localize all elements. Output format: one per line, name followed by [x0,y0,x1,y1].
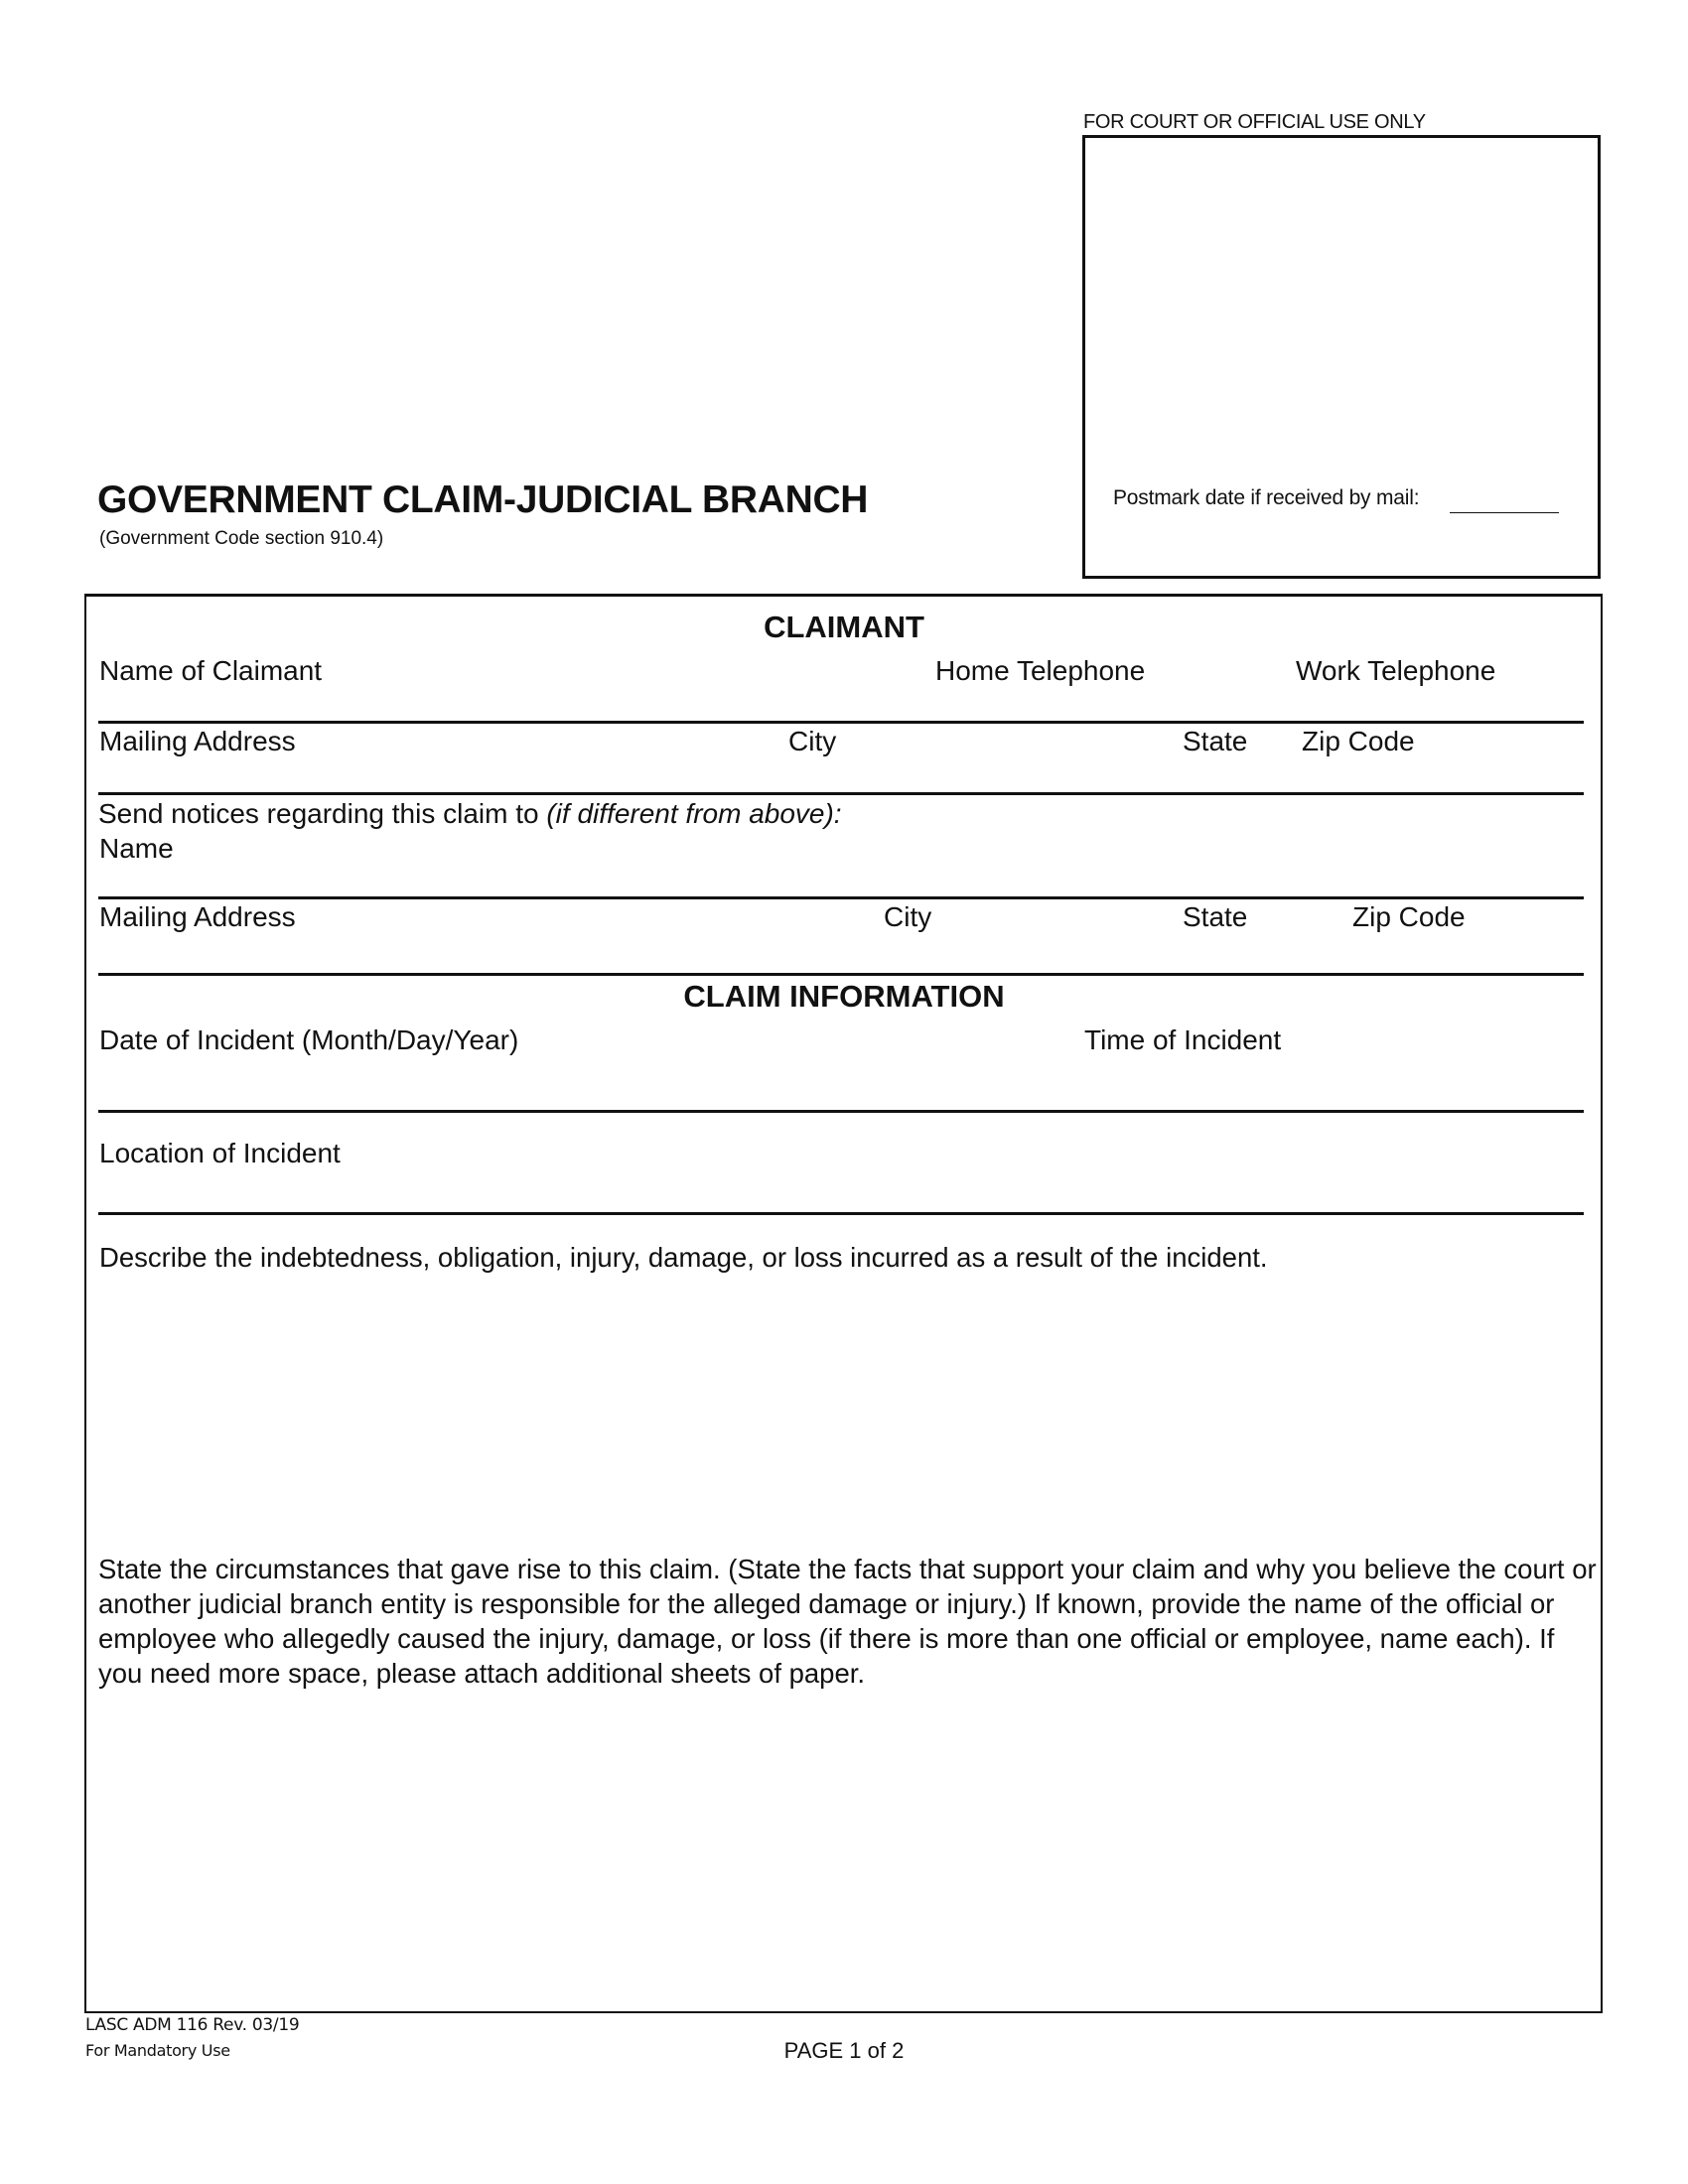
claimant-heading: CLAIMANT [764,610,924,644]
send-notices-label [98,798,842,830]
notices-name-label: Name [99,833,174,864]
time-of-incident-label: Time of Incident [1084,1024,1282,1055]
notices-name-field-line[interactable] [98,896,1584,899]
city-label: City [788,726,837,756]
notices-city-label: City [884,901,932,932]
circumstances-instructions: State the circumstances that gave rise to this claim. (State the facts that support your claim and why you believe the court or another judicial branch entity is responsible for the alleged damage or injury.) If known, provide the name of the official or employee who allegedly caused the injury, damage, or loss (if there is more than one official or employee, name each). If you need more space, please attach additional sheets of paper. [98,1554,1597,1689]
form-subtitle: (Government Code section 910.4) [99,528,384,549]
zip-code-label: Zip Code [1302,726,1415,756]
form-code: LASC ADM 116 Rev. 03/19 [85,2015,300,2035]
work-telephone-label: Work Telephone [1296,655,1496,686]
send-notices-prefix: Send notices regarding this claim to [98,798,547,829]
notices-state-label: State [1183,901,1248,932]
send-notices-note: (if different from above): [546,798,842,829]
state-label: State [1183,726,1248,756]
claim-information-heading: CLAIM INFORMATION [683,979,1005,1014]
postmark-date-field[interactable] [1450,512,1559,513]
official-use-header: FOR COURT OR OFFICIAL USE ONLY [1083,111,1426,133]
claimant-address-field-line[interactable] [98,792,1584,795]
incident-location-field-line[interactable] [98,1212,1584,1215]
form-title: GOVERNMENT CLAIM-JUDICIAL BRANCH [97,478,869,521]
notices-address-field-line[interactable] [98,973,1584,976]
mandatory-use-note: For Mandatory Use [85,2041,230,2060]
home-telephone-label: Home Telephone [935,655,1146,686]
claimant-name-field-line[interactable] [98,721,1584,724]
name-of-claimant-label: Name of Claimant [99,655,323,686]
page-number: PAGE 1 of 2 [783,2038,905,2063]
circumstances-field[interactable] [98,1703,1584,2000]
incident-date-field-line[interactable] [98,1110,1584,1113]
notices-mailing-address-label: Mailing Address [99,901,296,932]
describe-loss-field[interactable] [98,1291,1584,1539]
notices-zip-code-label: Zip Code [1352,901,1466,932]
describe-loss-label: Describe the indebtedness, obligation, injury, damage, or loss incurred as a result of the incident. [99,1242,1268,1273]
date-of-incident-label: Date of Incident (Month/Day/Year) [99,1024,519,1055]
postmark-date-label: Postmark date if received by mail: [1113,486,1420,509]
location-of-incident-label: Location of Incident [99,1138,341,1168]
mailing-address-label: Mailing Address [99,726,296,756]
